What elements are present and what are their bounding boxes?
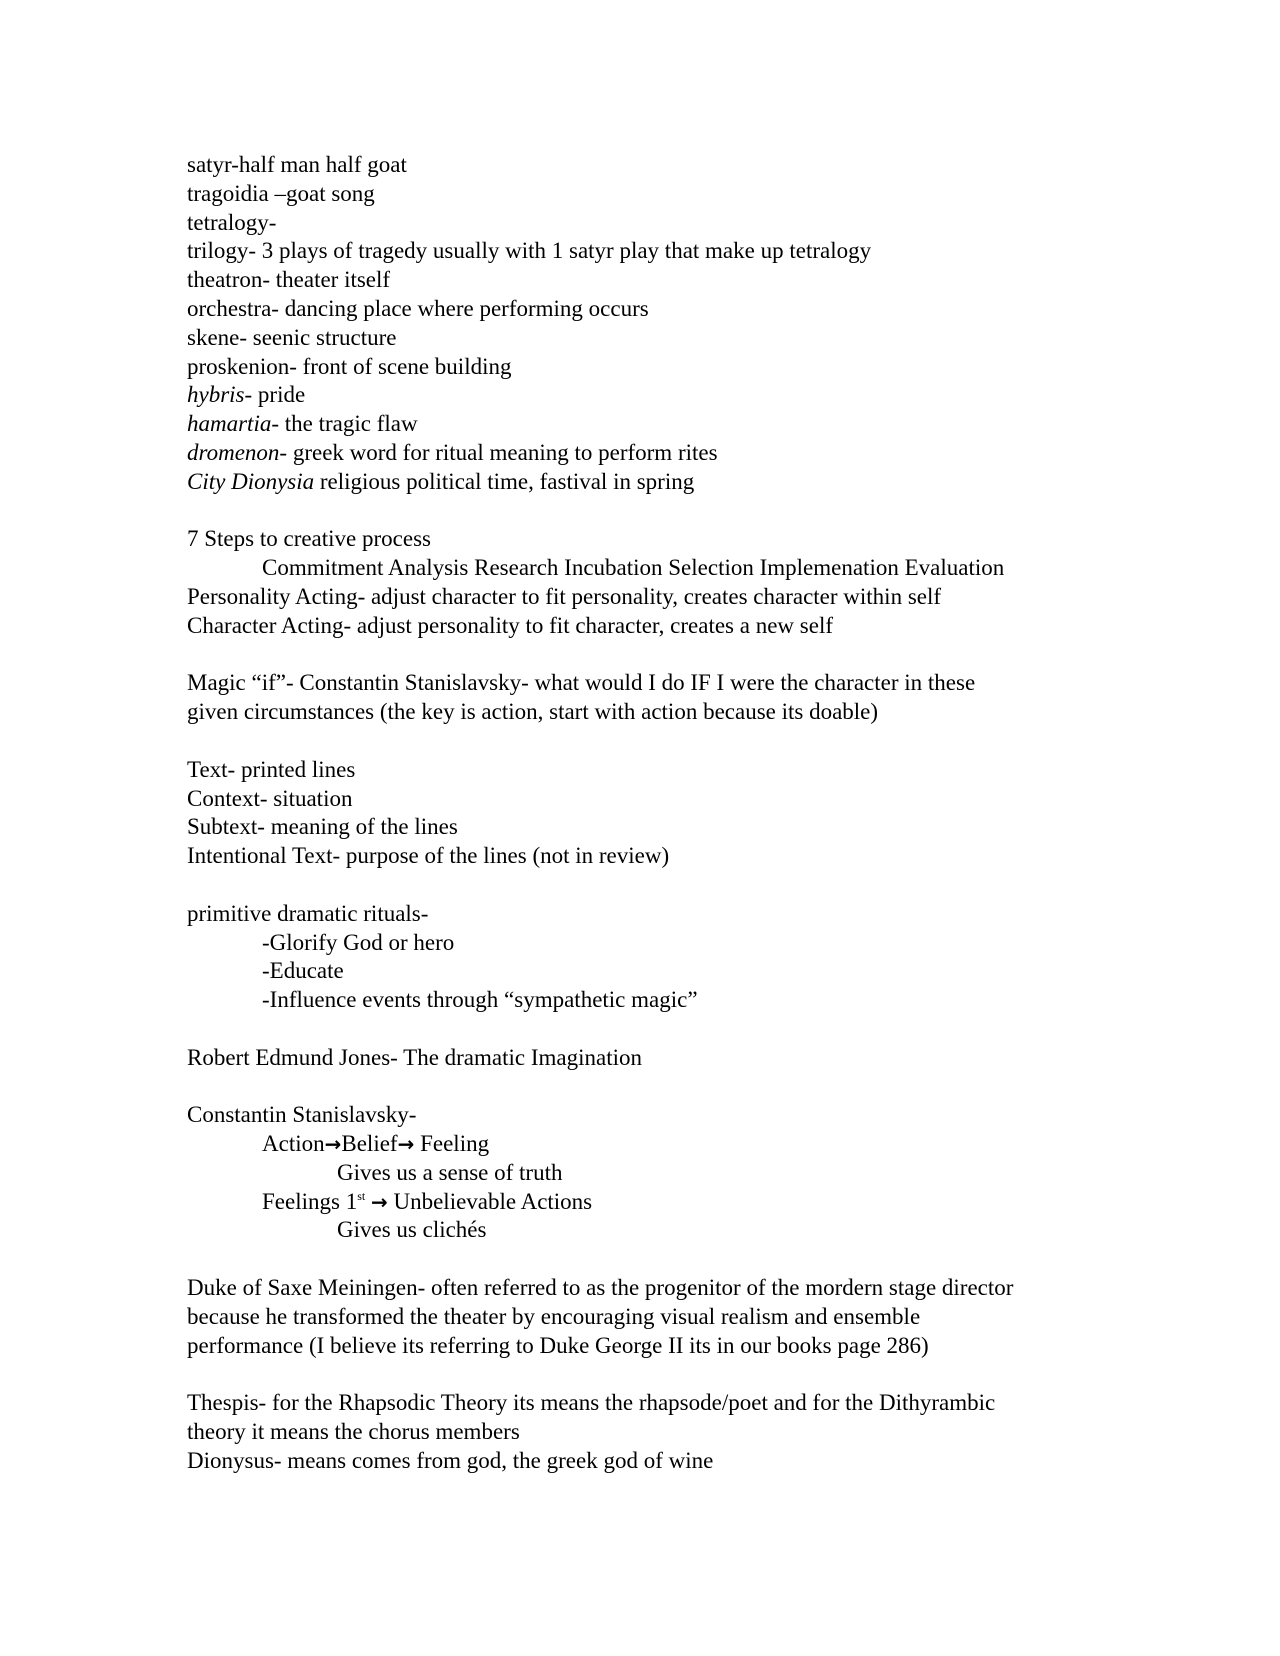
thespis-line: Thespis- for the Rhapsodic Theory its means the rhapsode/poet and for the Dithyrambic — [187, 1390, 996, 1416]
meiningen-line: performance (I believe its referring to Duke George II its in our books page 286) — [187, 1332, 929, 1358]
text-terms-section — [187, 756, 1187, 871]
stanislavsky-heading: Constantin Stanislavsky- — [187, 1102, 417, 1128]
thespis-line: theory it means the chorus members — [187, 1419, 520, 1445]
acting-line: Character Acting- adjust personality to fit character, creates a new self — [187, 612, 833, 638]
cliches-line: Gives us clichés — [337, 1217, 487, 1243]
glossary-line: hybris- pride — [187, 382, 306, 408]
glossary-line: theatron- theater itself — [187, 267, 391, 293]
spacer — [187, 1360, 1187, 1389]
ritual-item: -Glorify God or hero — [262, 929, 455, 955]
feelings-first-line: Feelings 1st → Unbelievable Actions — [262, 1188, 593, 1214]
right-arrow-icon: → — [370, 1189, 388, 1214]
spacer — [187, 497, 1187, 526]
acting-line: Personality Acting- adjust character to fit personality, creates character within self — [187, 583, 942, 609]
creative-process-section — [187, 525, 1187, 640]
glossary-line: dromenon- greek word for ritual meaning to perform rites — [187, 439, 718, 465]
stanislavsky-section — [187, 1101, 1187, 1245]
glossary-line: hamartia- the tragic flaw — [187, 411, 418, 437]
meiningen-line: because he transformed the theater by encouraging visual realism and ensemble — [187, 1303, 921, 1329]
magic-if-section — [187, 669, 1187, 727]
ritual-item: -Influence events through “sympathetic magic” — [262, 987, 698, 1013]
glossary-section — [187, 151, 1187, 497]
meiningen-line: Duke of Saxe Meiningen- often referred to as the progenitor of the mordern stage director — [187, 1275, 1014, 1301]
creative-process-steps: Commitment Analysis Research Incubation Selection Implemenation Evaluation — [262, 555, 1005, 581]
dionysus-line: Dionysus- means comes from god, the greek god of wine — [187, 1447, 714, 1473]
spacer — [187, 641, 1187, 670]
rituals-heading: primitive dramatic rituals- — [187, 900, 429, 926]
spacer — [187, 1245, 1187, 1274]
text-term-line: Text- printed lines — [187, 756, 356, 782]
spacer — [187, 1015, 1187, 1044]
thespis-section — [187, 1389, 1187, 1475]
meiningen-section — [187, 1274, 1187, 1360]
glossary-line: proskenion- front of scene building — [187, 353, 512, 379]
glossary-line: orchestra- dancing place where performing occurs — [187, 295, 649, 321]
text-term-line: Intentional Text- purpose of the lines (not in review) — [187, 843, 670, 869]
glossary-line: skene- seenic structure — [187, 324, 397, 350]
right-arrow-icon: → — [324, 1132, 342, 1157]
glossary-line: trilogy- 3 plays of tragedy usually with 1 satyr play that make up tetralogy — [187, 238, 872, 264]
glossary-line: tragoidia –goat song — [187, 180, 375, 206]
creative-process-heading: 7 Steps to creative process — [187, 526, 431, 552]
ritual-item: -Educate — [262, 958, 344, 984]
glossary-line: City Dionysia religious political time, fastival in spring — [187, 468, 695, 494]
spacer — [187, 871, 1187, 900]
spacer — [187, 1073, 1187, 1102]
document-page — [187, 151, 1187, 1476]
action-belief-feeling-line: Action→Belief→ Feeling — [262, 1131, 490, 1157]
magic-if-line: given circumstances (the key is action, start with action because its doable) — [187, 699, 879, 725]
jones-line: Robert Edmund Jones- The dramatic Imagination — [187, 1044, 642, 1070]
text-term-line: Context- situation — [187, 785, 353, 811]
text-term-line: Subtext- meaning of the lines — [187, 814, 458, 840]
right-arrow-icon: → — [397, 1132, 415, 1157]
spacer — [187, 727, 1187, 756]
magic-if-line: Magic “if”- Constantin Stanislavsky- what would I do IF I were the character in these — [187, 670, 976, 696]
rituals-section — [187, 900, 1187, 1015]
glossary-line: satyr-half man half goat — [187, 152, 407, 177]
truth-line: Gives us a sense of truth — [337, 1159, 563, 1185]
glossary-line: tetralogy- — [187, 209, 277, 235]
